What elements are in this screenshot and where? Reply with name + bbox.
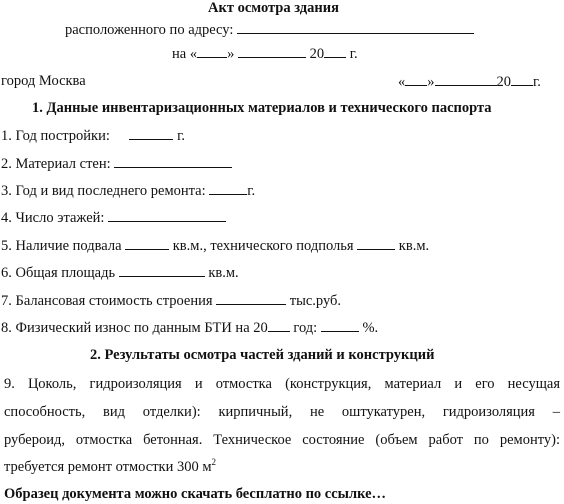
item-wear-year-blank [268, 318, 290, 332]
item-wear-label: 8. Физический износ по данным БТИ на 20 [1, 320, 268, 336]
inspection-last-line-text: требуется ремонт отмостки 300 м [4, 459, 212, 475]
city-date [398, 72, 541, 91]
item-floors-label: 4. Число этажей: [1, 210, 105, 226]
item-balance-cost [1, 291, 341, 310]
address-line [65, 20, 474, 39]
item-area-blank [119, 263, 205, 277]
city-date-close: » [427, 74, 435, 90]
inspection-paragraph-line-3: рубероид, отмостка бетонная. Техническое состояние (объем работ по ремонту): [4, 432, 560, 448]
header-year-blank [324, 44, 346, 58]
city-date-suffix: г. [533, 74, 541, 90]
download-link-text[interactable]: Образец документа можно скачать бесплатно по ссылке… [4, 486, 387, 502]
city-date-year: 20 [496, 74, 511, 90]
item-year-built-unit: г. [177, 128, 186, 144]
item-year-built [1, 126, 185, 145]
item-last-repair-unit: г. [247, 183, 256, 199]
inspection-paragraph-line-1: 9. Цоколь, гидроизоляция и отмостка (конструкция, материал и его несущая [4, 376, 560, 392]
section1-heading: 1. Данные инвентаризационных материалов и технического паспорта [32, 100, 492, 116]
item-wall-material [1, 154, 232, 173]
item-wall-material-blank [114, 154, 232, 168]
address-blank [237, 20, 474, 34]
item-area-label: 6. Общая площадь [1, 265, 116, 281]
item-basement-unit: кв.м., технического подполья [172, 238, 354, 254]
header-date-suffix: г. [349, 46, 358, 62]
item-floors [1, 208, 226, 227]
city-date-open: « [398, 74, 406, 90]
item-balance-cost-label: 7. Балансовая стоимость строения [1, 293, 213, 309]
inspection-paragraph-line-2: способность, вид отделки): кирпичный, не оштукатурен, гидроизоляция – [4, 404, 560, 420]
item-wear-blank [321, 318, 359, 332]
item-underfloor-blank [357, 236, 395, 250]
item-year-built-blank [129, 126, 173, 140]
item-last-repair-label: 3. Год и вид последнего ремонта: [1, 183, 206, 199]
item-balance-cost-unit: тыс.руб. [289, 293, 342, 309]
item-basement-blank [125, 236, 169, 250]
item-balance-cost-blank [216, 291, 286, 305]
section2-heading: 2. Результаты осмотра частей зданий и конструкций [90, 347, 435, 363]
item-wear-year-label: год: [293, 320, 318, 336]
header-date-mid: » [227, 46, 235, 62]
item-wear [1, 318, 378, 337]
square-meter-superscript: 2 [211, 457, 217, 467]
header-date-line [172, 44, 358, 63]
city-day-blank [405, 72, 427, 86]
header-day-blank [197, 44, 227, 58]
item-area [1, 263, 239, 282]
item-underfloor-unit: кв.м. [398, 238, 430, 254]
inspection-paragraph-last-line [4, 458, 216, 476]
item-last-repair-blank [209, 181, 247, 195]
item-wall-material-label: 2. Материал стен: [1, 156, 111, 172]
city-year-blank [511, 72, 533, 86]
item-basement [1, 236, 429, 255]
item-wear-unit: %. [362, 320, 379, 336]
address-label: расположенного по адресу: [65, 22, 234, 38]
header-date-prefix: на « [172, 46, 198, 62]
item-floors-blank [108, 208, 226, 222]
header-date-year: 20 [309, 46, 325, 62]
item-last-repair [1, 181, 255, 200]
header-month-blank [238, 44, 306, 58]
item-basement-label: 5. Наличие подвала [1, 238, 122, 254]
city-month-blank [435, 72, 497, 86]
item-area-unit: кв.м. [208, 265, 239, 281]
item-year-built-label: 1. Год постройки: [1, 128, 110, 144]
city-label: город Москва [1, 73, 86, 89]
document-title: Акт осмотра здания [208, 0, 339, 16]
